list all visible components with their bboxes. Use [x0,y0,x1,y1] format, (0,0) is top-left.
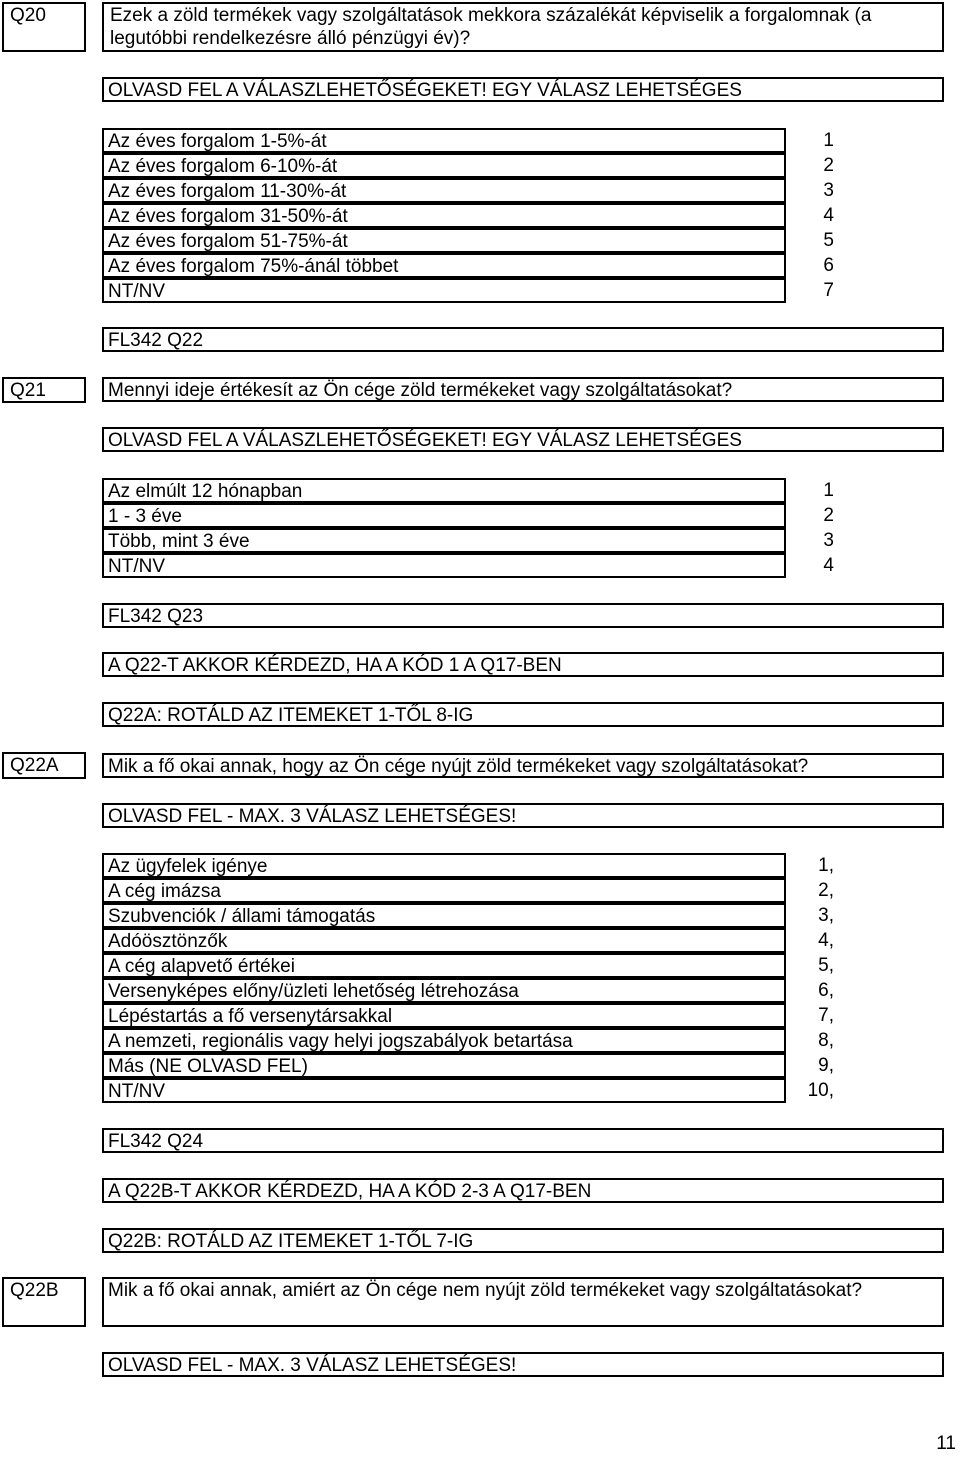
code-q22a-3: 3, [818,905,834,926]
code-q21-2: 2 [823,505,834,526]
question-q20-text: Ezek a zöld termékek vagy szolgáltatások mekkora százalékát képviselik a forgalomnak (a legutóbbi rendelkezésre álló pénzügyi év)? [110,5,872,49]
routing-q21: FL342 Q23 [102,603,944,628]
option-q20-4: Az éves forgalom 31-50%-át [102,203,786,228]
code-q22a-9: 9, [818,1055,834,1076]
code-q22a-2: 2, [818,880,834,901]
question-id-q22a: Q22A [2,752,86,779]
code-q22a-7: 7, [818,1005,834,1026]
code-q21-3: 3 [823,530,834,551]
option-q22a-4: Adóösztönzők [102,928,786,953]
question-text-q22a: Mik a fő okai annak, hogy az Ön cége nyújt zöld termékeket vagy szolgáltatásokat? [102,753,944,778]
option-q22a-3: Szubvenciók / állami támogatás [102,903,786,928]
question-text-q22b [102,1277,944,1327]
option-q21-4: NT/NV [102,553,786,578]
code-q22a-1: 1, [818,855,834,876]
question-text-q20 [102,2,944,52]
option-q22a-9: Más (NE OLVASD FEL) [102,1053,786,1078]
code-q20-1: 1 [823,130,834,151]
code-q21-1: 1 [823,480,834,501]
code-q20-4: 4 [823,205,834,226]
question-text-q21: Mennyi ideje értékesít az Ön cége zöld termékeket vagy szolgáltatásokat? [102,377,944,402]
option-q20-1: Az éves forgalom 1-5%-át [102,128,786,153]
filter-q22: A Q22-T AKKOR KÉRDEZD, HA A KÓD 1 A Q17-BEN [102,652,944,677]
page-number: 11 [936,1433,956,1454]
code-q22a-8: 8, [818,1030,834,1051]
instruction-q22a: OLVASD FEL - MAX. 3 VÁLASZ LEHETSÉGES! [102,803,944,828]
option-q22a-1: Az ügyfelek igénye [102,853,786,878]
routing-q22a: FL342 Q24 [102,1128,944,1153]
code-q21-4: 4 [823,555,834,576]
code-q22a-4: 4, [818,930,834,951]
option-q20-3: Az éves forgalom 11-30%-át [102,178,786,203]
instruction-q20: OLVASD FEL A VÁLASZLEHETŐSÉGEKET! EGY VÁLASZ LEHETSÉGES [102,77,944,102]
option-q21-2: 1 - 3 éve [102,503,786,528]
option-q20-5: Az éves forgalom 51-75%-át [102,228,786,253]
option-q21-3: Több, mint 3 éve [102,528,786,553]
question-id-q21: Q21 [2,377,86,403]
question-q22b-text: Mik a fő okai annak, amiért az Ön cége nem nyújt zöld termékeket vagy szolgáltatásokat? [108,1280,863,1301]
option-q20-2: Az éves forgalom 6-10%-át [102,153,786,178]
code-q22a-6: 6, [818,980,834,1001]
rotate-q22b: Q22B: ROTÁLD AZ ITEMEKET 1-TŐL 7-IG [102,1228,944,1253]
option-q22a-7: Lépéstartás a fő versenytársakkal [102,1003,786,1028]
code-q20-3: 3 [823,180,834,201]
option-q20-7: NT/NV [102,278,786,303]
code-q22a-5: 5, [818,955,834,976]
code-q20-6: 6 [823,255,834,276]
code-q22a-10: 10, [807,1080,834,1101]
instruction-q22b: OLVASD FEL - MAX. 3 VÁLASZ LEHETSÉGES! [102,1352,944,1377]
instruction-q21: OLVASD FEL A VÁLASZLEHETŐSÉGEKET! EGY VÁLASZ LEHETSÉGES [102,427,944,452]
option-q22a-2: A cég imázsa [102,878,786,903]
option-q20-6: Az éves forgalom 75%-ánál többet [102,253,786,278]
rotate-q22a: Q22A: ROTÁLD AZ ITEMEKET 1-TŐL 8-IG [102,702,944,727]
question-id-q22b: Q22B [2,1277,86,1327]
filter-q22b: A Q22B-T AKKOR KÉRDEZD, HA A KÓD 2-3 A Q17-BEN [102,1178,944,1203]
code-q20-5: 5 [823,230,834,251]
routing-q20: FL342 Q22 [102,327,944,352]
question-id-q20: Q20 [2,2,86,52]
option-q22a-8: A nemzeti, regionális vagy helyi jogszabályok betartása [102,1028,786,1053]
code-q20-2: 2 [823,155,834,176]
code-q20-7: 7 [823,280,834,301]
option-q22a-5: A cég alapvető értékei [102,953,786,978]
option-q21-1: Az elmúlt 12 hónapban [102,478,786,503]
option-q22a-10: NT/NV [102,1078,786,1103]
option-q22a-6: Versenyképes előny/üzleti lehetőség létrehozása [102,978,786,1003]
